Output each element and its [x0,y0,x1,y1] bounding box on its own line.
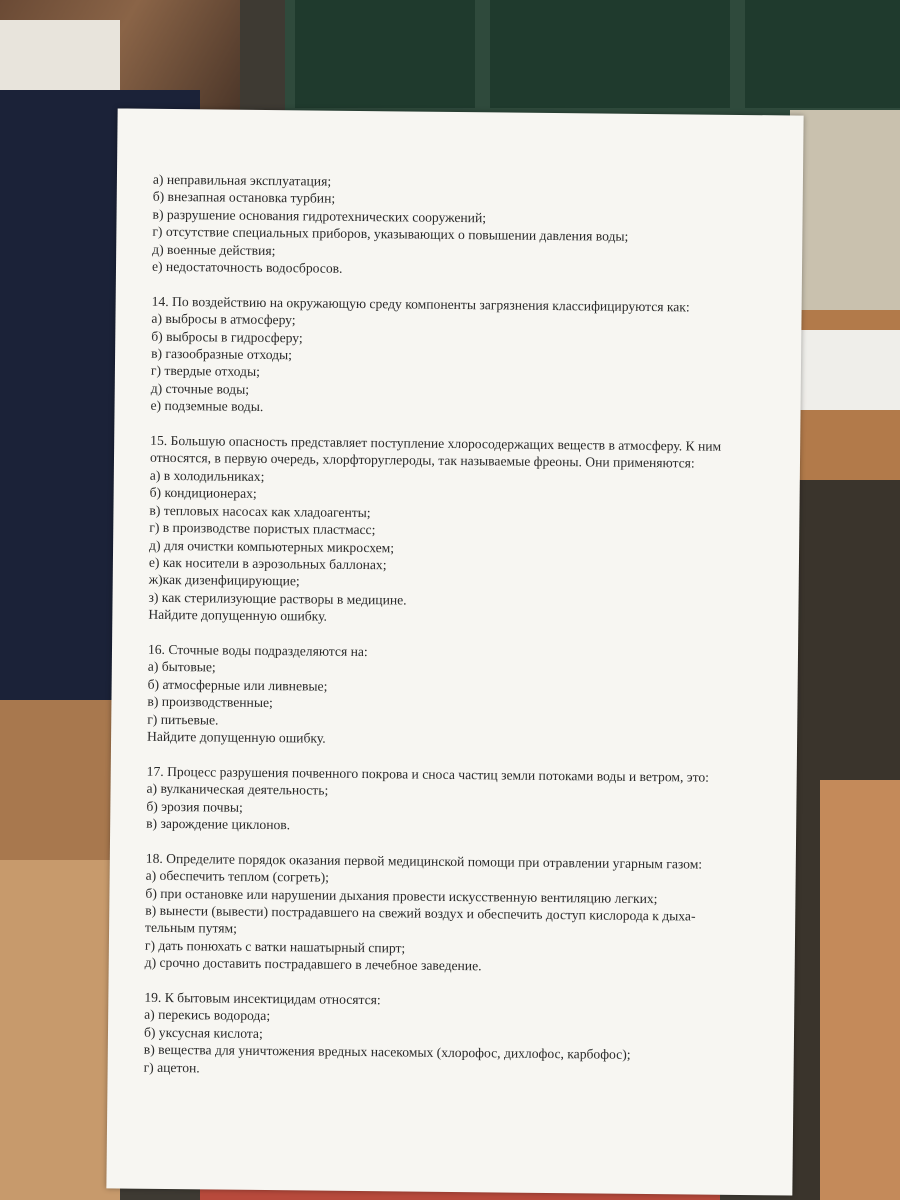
option: а) в холодильниках; [149,467,265,484]
background-chalkboard [285,0,900,120]
background-wall [790,110,900,330]
option: е) недостаточность водосбросов. [151,258,343,276]
option: в) тепловых насосах как хладоагенты; [149,502,371,520]
background-desk [0,860,120,1200]
option: в) вынести (вывести) пострадавшего на свежий воздух и обеспечить доступ кислорода к дыха- [145,902,696,924]
question-18 [145,850,786,979]
option: д) для очистки компьютерных микросхем; [149,537,395,555]
option: б) выбросы в гидросферу; [151,328,303,346]
sheet-text [143,171,793,1100]
question-note: Найдите допущенную ошибку. [148,606,328,624]
question-title: 19. К бытовым инсектицидам относятся: [144,989,381,1008]
option: г) твердые отходы; [150,363,260,380]
option: а) неправильная эксплуатация; [152,171,332,189]
question-16 [147,641,788,752]
option: б) уксусная кислота; [143,1024,263,1041]
option: б) при остановке или нарушении дыхания провести искусственную вентиляцию легких; [145,885,658,906]
option: з) как стерилизующие растворы в медицине. [148,589,407,608]
question-13-options [152,171,793,282]
option: в) зарождение циклонов. [146,815,291,833]
question-title: 18. Определите порядок оказания первой медицинской помощи при отравлении угарным газом: [145,850,703,872]
question-title: 16. Сточные воды подразделяются на: [147,641,368,660]
option: ж)как дизенфицирующие; [148,572,300,589]
option: д) сточные воды; [150,380,250,397]
option: г) ацетон. [143,1059,200,1075]
option: г) в производстве пористых пластмасс; [149,519,376,538]
option: в) вещества для уничтожения вредных насекомых (хлорофос, дихлофос, карбофос); [143,1041,631,1063]
option: б) эрозия почвы; [146,798,243,815]
question-17 [146,763,787,839]
question-title: 14. По воздействию на окружающую среду компоненты загрязнения классифицируются как: [151,293,690,315]
background-collar [0,20,120,100]
option: а) вулканическая деятельность; [146,780,329,798]
question-19 [144,989,785,1083]
option: в) производственные; [147,693,273,711]
question-title: 15. Большую опасность представляет поступление хлоросодержащих веществ в атмосферу. К ним [150,432,722,454]
question-title: относятся, в первую очередь, хлорфторуглероды, так называемые фреоны. Они применяются: [149,450,695,471]
option: б) атмосферные или ливневые; [147,676,328,694]
option: д) военные действия; [152,241,276,258]
option: а) бытовые; [147,659,216,675]
paper-sheet [106,108,803,1195]
option: а) обеспечить теплом (согреть); [145,867,330,885]
question-14 [150,293,791,422]
option: г) питьевые. [147,711,219,728]
option: а) выбросы в атмосферу; [151,311,296,328]
option: е) как носители в аэрозольных баллонах; [148,554,387,573]
chalkboard-pane [295,0,475,108]
option: е) подземные воды. [150,398,264,415]
option: г) отсутствие специальных приборов, указывающих о повышении давления воды; [152,224,629,245]
chalkboard-pane [745,0,900,108]
option: д) срочно доставить пострадавшего в лечебное заведение. [144,954,482,974]
option: б) внезапная остановка турбин; [152,189,336,207]
question-15 [148,432,790,630]
background-desk [820,780,900,1200]
option-continuation: тельным путям; [145,920,238,937]
option: б) кондиционерах; [149,485,257,502]
option: г) дать понюхать с ватки нашатырный спирт; [144,937,406,956]
chalkboard-pane [490,0,730,108]
question-note: Найдите допущенную ошибку. [147,728,326,746]
background-paper [800,330,900,410]
option: в) газообразные отходы; [151,345,293,363]
question-title: 17. Процесс разрушения почвенного покрова и сноса частиц земли потоками воды и ветром, это: [146,763,710,785]
option: а) перекись водорода; [144,1007,271,1024]
option: в) разрушение основания гидротехнических сооружений; [152,206,487,226]
